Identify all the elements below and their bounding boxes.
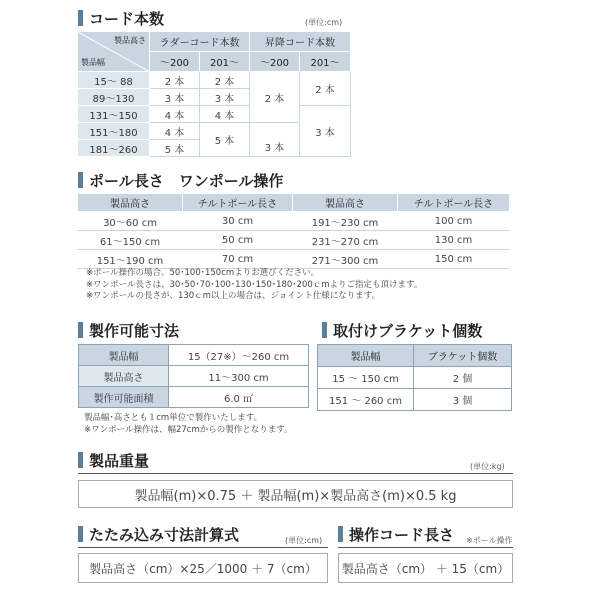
bracket-table [317,344,512,411]
size-label: 製作可能面積 [79,387,169,408]
fold-unit: (単位:cm) [285,536,323,545]
cord-title-text: コード本数 [89,10,165,28]
fold-rule [78,547,328,548]
ladder-cell: 2 本 [150,72,200,89]
section-marker [78,172,83,188]
size-note: 製品幅･高さとも１cm単位で製作いたします。 [84,413,263,423]
opcord-formula-box [338,553,513,583]
width-cell: 89～130 [78,89,150,106]
table-row [78,106,351,123]
pole-cell: 30～60 cm [78,212,183,231]
pole-cell: 231～270 cm [293,231,398,250]
pole-header: チルトポール長さ [398,194,510,212]
section-marker [78,10,83,26]
pole-section-title [78,172,283,190]
size-notes [84,413,293,436]
corner-width-label: 製品幅 [81,58,105,67]
bracket-cell: 151 ～ 260 cm [318,389,414,411]
opcord-section-title [338,526,454,544]
cord-table [77,31,351,157]
lift-cell: 3 本 [300,106,351,157]
ladder-cell: 3 本 [150,89,200,106]
pole-cell: 70 cm [183,250,293,269]
lift-cell: 2 本 [250,72,300,123]
size-value: 15（27※）～260 cm [169,345,309,366]
ladder-cell: 4 本 [150,106,200,123]
pole-cell: 61～150 cm [78,231,183,250]
pole-cell: 150 cm [398,250,510,269]
size-section-title [78,322,179,340]
table-row [79,387,309,408]
pole-header: 製品高さ [293,194,398,212]
table-row [318,367,512,389]
cord-section-title [78,10,164,28]
section-marker [338,526,343,542]
fold-formula: 製品高さ（cm）×25／1000 ＋ 7（cm） [89,561,317,576]
corner-height-label: 製品高さ [114,36,146,45]
width-cell: 15～ 88 [78,72,150,89]
sub-header: ～200 [250,52,300,72]
pole-table [77,193,510,269]
section-marker [78,526,83,542]
weight-rule [78,473,513,474]
size-value: 6.0 ㎡ [169,387,309,408]
lift-cord-header: 昇降コード本数 [250,32,351,52]
section-marker [78,452,83,468]
cord-unit: (単位:cm) [305,18,343,27]
ladder-cell: 5 本 [200,123,250,157]
pole-cell: 30 cm [183,212,293,231]
bracket-section-title [322,322,482,340]
bracket-header: ブラケット個数 [414,345,512,367]
size-title-text: 製作可能寸法 [89,322,180,340]
weight-formula-box [78,480,513,508]
pole-notes [86,268,422,303]
lift-cell: 3 本 [250,123,300,157]
bracket-cell: 2 個 [414,367,512,389]
cord-corner-cell [78,32,150,72]
ladder-cell: 5 本 [150,140,200,157]
table-row [79,366,309,387]
ladder-cell: 3 本 [200,89,250,106]
section-marker [322,322,327,338]
pole-header: 製品高さ [78,194,183,212]
pole-header: チルトポール長さ [183,194,293,212]
opcord-formula: 製品高さ（cm） ＋ 15（cm） [341,561,510,576]
weight-title-text: 製品重量 [89,452,150,470]
pole-title-text: ポール長さ ワンポール操作 [89,172,284,190]
table-row [318,389,512,411]
weight-unit: (単位:kg) [470,462,505,471]
table-row [78,231,510,250]
ladder-cord-header: ラダーコード本数 [150,32,250,52]
pole-note: ※ワンポールの長さが、130ｃm以上の場合は、ジョイント仕様になります。 [86,291,381,301]
bracket-title-text: 取付けブラケット個数 [333,322,483,340]
ladder-cell: 4 本 [150,123,200,140]
size-value: 11～300 cm [169,366,309,387]
weight-formula: 製品幅(m)×0.75 ＋ 製品幅(m)×製品高さ(m)×0.5 kg [134,488,457,504]
pole-note: ※ワンポール長さは、30･50･70･100･130･150･180･200ｃmよりご指定も頂けます。 [86,279,423,290]
sub-header: 201～ [200,52,250,72]
table-row [78,250,510,269]
section-marker [78,322,83,338]
table-row [79,345,309,366]
width-cell: 131～150 [78,106,150,123]
size-label: 製品高さ [79,366,169,387]
pole-note: ※ポール操作の場合、50･100･150cmよりお選びください。 [86,268,320,278]
size-table [78,344,309,408]
fold-formula-box [78,553,328,583]
width-cell: 151～180 [78,123,150,140]
width-cell: 181～260 [78,140,150,157]
fold-title-text: たたみ込み寸法計算式 [89,526,240,544]
bracket-cell: 3 個 [414,389,512,411]
sub-header: 201～ [300,52,351,72]
size-label: 製品幅 [79,345,169,366]
opcord-note: ※ポール操作 [466,536,513,545]
sub-header: ～200 [150,52,200,72]
table-row [78,212,510,231]
weight-section-title [78,452,149,470]
size-note: ※ワンポール操作は、幅27cmからの製作となります。 [84,424,293,435]
lift-cell: 2 本 [300,72,351,106]
bracket-cell: 15 ～ 150 cm [318,367,414,389]
pole-cell: 191～230 cm [293,212,398,231]
pole-cell: 100 cm [398,212,510,231]
fold-section-title [78,526,239,544]
ladder-cell: 4 本 [200,106,250,123]
pole-cell: 271～300 cm [293,250,398,269]
opcord-rule [338,547,513,548]
opcord-title-text: 操作コード長さ [349,526,455,544]
table-row [78,72,351,89]
pole-cell: 151～190 cm [78,250,183,269]
bracket-header: 製品幅 [318,345,414,367]
ladder-cell: 2 本 [200,72,250,89]
pole-cell: 130 cm [398,231,510,250]
pole-cell: 50 cm [183,231,293,250]
